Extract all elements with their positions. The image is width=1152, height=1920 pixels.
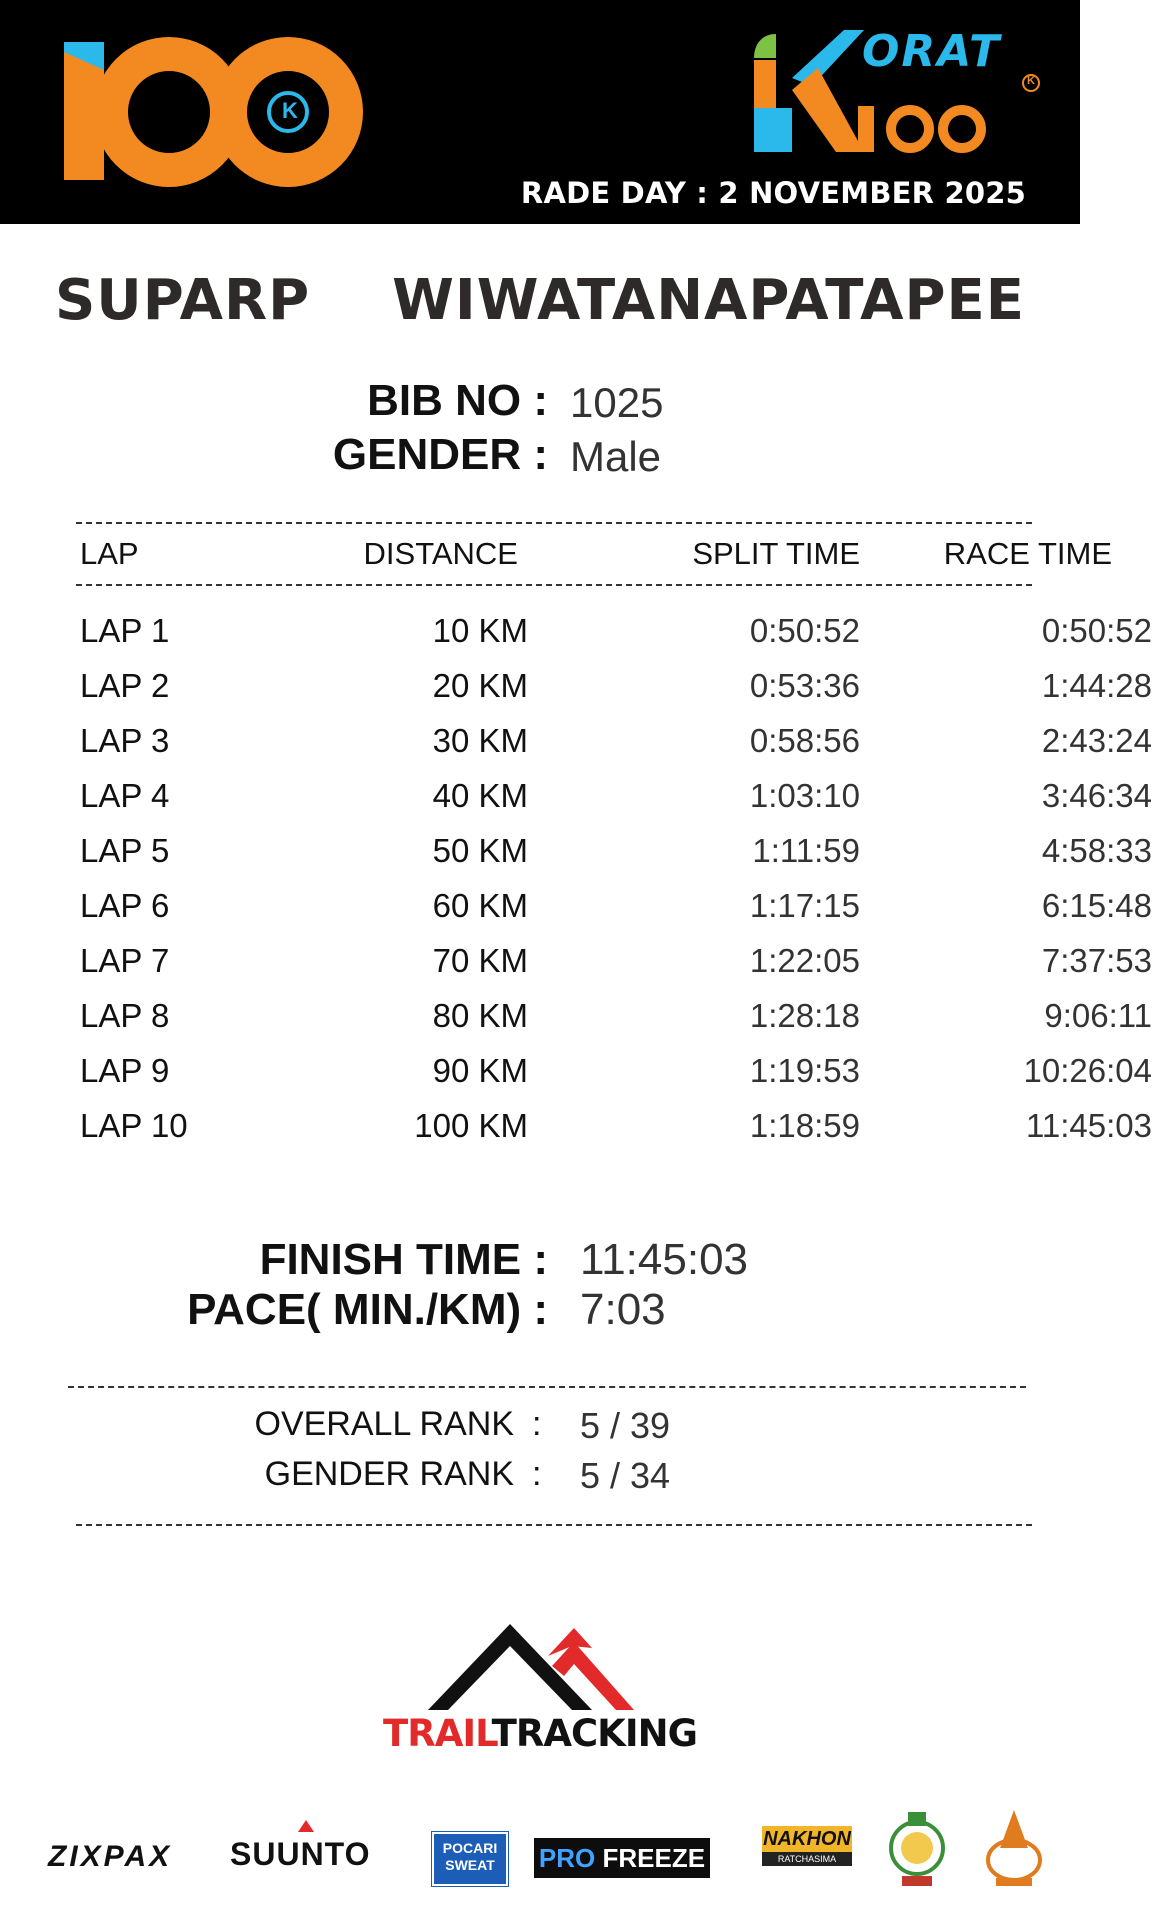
ratchasima-text: RATCHASIMA <box>762 1852 852 1866</box>
lap-cell: LAP 1 <box>80 612 170 649</box>
pro-freeze-logo <box>534 1838 710 1878</box>
split-time-cell: 1:17:15 <box>749 887 860 924</box>
sweat-text: SWEAT <box>445 1857 495 1873</box>
finish-time-value: 11:45:03 <box>580 1235 749 1284</box>
pace-label: PACE( MIN./KM) : <box>187 1285 548 1334</box>
race-time-cell: 2:43:24 <box>1041 722 1152 759</box>
gender-label: GENDER : <box>332 430 548 479</box>
distance-cell: 100 KM <box>414 1107 528 1144</box>
split-time-cell: 1:18:59 <box>749 1107 860 1144</box>
pro-text: PRO <box>538 1843 596 1873</box>
race-day: RADE DAY : 2 NOVEMBER 2025 <box>520 176 1026 210</box>
trailtracking-dark-text: TRACKING <box>491 1712 697 1755</box>
table-row <box>78 722 1152 777</box>
table-header <box>78 536 1112 576</box>
header-lap: LAP <box>80 536 139 571</box>
table-row <box>78 887 1152 942</box>
split-time-cell: 1:28:18 <box>749 997 860 1034</box>
trailtracking-logo <box>420 1616 664 1716</box>
race-time-cell: 11:45:03 <box>1025 1107 1152 1144</box>
right-logo-word: ORAT <box>862 26 1002 77</box>
distance-cell: 70 KM <box>432 942 528 979</box>
pace-row <box>0 1284 1080 1336</box>
split-time-cell: 0:50:52 <box>749 612 860 649</box>
lap-cell: LAP 3 <box>80 722 170 759</box>
suunto-logo: SUUNTO <box>230 1836 371 1872</box>
freeze-text: FREEZE <box>602 1843 706 1873</box>
divider <box>68 1386 1026 1388</box>
trailtracking-wordmark <box>0 1712 1080 1755</box>
table-row <box>78 997 1152 1052</box>
nakhon-ratchasima-logo <box>762 1826 852 1880</box>
nakhon-text: NAKHON <box>763 1828 851 1850</box>
header-split-time: SPLIT TIME <box>692 536 860 571</box>
lap-cell: LAP 7 <box>80 942 170 979</box>
lap-cell: LAP 2 <box>80 667 170 704</box>
split-time-cell: 1:11:59 <box>752 832 860 869</box>
lap-cell: LAP 5 <box>80 832 170 869</box>
divider <box>76 522 1032 524</box>
race-time-cell: 1:44:28 <box>1041 667 1152 704</box>
distance-cell: 60 KM <box>432 887 528 924</box>
race-time-cell: 9:06:11 <box>1044 997 1152 1034</box>
suunto-peak-icon <box>298 1820 314 1832</box>
divider <box>76 1524 1032 1526</box>
overall-rank-label: OVERALL RANK <box>254 1405 514 1443</box>
table-row <box>78 942 1152 997</box>
runner-name: SUPARP WIWATANAPATAPEE <box>54 268 1026 333</box>
split-time-cell: 0:58:56 <box>749 722 860 759</box>
table-row <box>78 1107 1152 1162</box>
pocari-sweat-logo <box>432 1832 508 1886</box>
korat100-left-logo <box>64 40 364 185</box>
table-row <box>78 832 1152 887</box>
gender-value: Male <box>570 433 662 480</box>
bib-label: BIB NO : <box>367 376 548 425</box>
left-logo-k-badge: K <box>282 98 298 123</box>
lap-cell: LAP 8 <box>80 997 170 1034</box>
university-emblem-icon <box>982 1808 1046 1892</box>
lap-cell: LAP 10 <box>80 1107 188 1144</box>
bib-row <box>0 376 1080 426</box>
overall-rank-value: 5 / 39 <box>580 1405 671 1446</box>
lap-cell: LAP 9 <box>80 1052 170 1089</box>
bib-value: 1025 <box>570 379 664 426</box>
race-time-cell: 6:15:48 <box>1041 887 1152 924</box>
overall-rank-colon: : <box>532 1405 542 1443</box>
trailtracking-red-text: TRAIL <box>383 1712 492 1755</box>
distance-cell: 30 KM <box>432 722 528 759</box>
race-time-cell: 4:58:33 <box>1041 832 1152 869</box>
pocari-text: POCARI <box>442 1840 498 1856</box>
divider <box>76 584 1032 586</box>
lap-cell: LAP 4 <box>80 777 170 814</box>
government-emblem-icon <box>884 1810 950 1890</box>
overall-rank-row <box>0 1402 1080 1446</box>
race-time-cell: 10:26:04 <box>1023 1052 1152 1089</box>
distance-cell: 20 KM <box>432 667 528 704</box>
split-time-cell: 1:22:05 <box>749 942 860 979</box>
gender-row <box>0 430 1080 480</box>
race-time-cell: 7:37:53 <box>1041 942 1152 979</box>
right-logo-k-badge: K <box>1027 75 1035 87</box>
zixpax-logo: ZIXPAX <box>48 1840 173 1873</box>
distance-cell: 10 KM <box>432 612 528 649</box>
gender-rank-value: 5 / 34 <box>580 1455 671 1496</box>
race-time-cell: 0:50:52 <box>1041 612 1152 649</box>
finish-time-label: FINISH TIME : <box>259 1235 548 1284</box>
table-row <box>78 612 1152 667</box>
split-time-cell: 0:53:36 <box>749 667 860 704</box>
header-race-time: RACE TIME <box>943 536 1112 571</box>
split-time-cell: 1:19:53 <box>749 1052 860 1089</box>
distance-cell: 90 KM <box>432 1052 528 1089</box>
table-row <box>78 777 1152 832</box>
distance-cell: 80 KM <box>432 997 528 1034</box>
gender-rank-colon: : <box>532 1455 542 1493</box>
header-distance: DISTANCE <box>363 536 518 571</box>
split-time-cell: 1:03:10 <box>749 777 860 814</box>
race-time-cell: 3:46:34 <box>1041 777 1152 814</box>
lap-cell: LAP 6 <box>80 887 170 924</box>
table-row <box>78 1052 1152 1107</box>
distance-cell: 40 KM <box>432 777 528 814</box>
distance-cell: 50 KM <box>432 832 528 869</box>
gender-rank-label: GENDER RANK <box>264 1455 514 1493</box>
table-row <box>78 667 1152 722</box>
gender-rank-row <box>0 1452 1080 1496</box>
finish-time-row <box>0 1234 1080 1286</box>
pace-value: 7:03 <box>580 1285 666 1334</box>
